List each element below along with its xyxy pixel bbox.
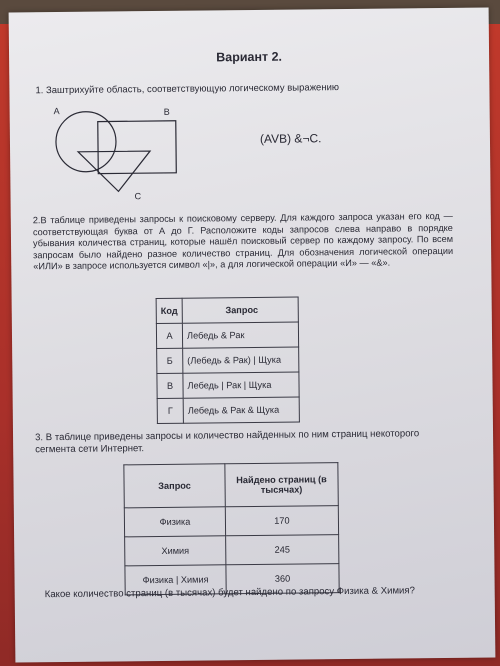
venn-diagram [38, 103, 189, 205]
header-code: Код [156, 298, 182, 323]
row-code: Г [157, 398, 183, 423]
table-header-row [124, 463, 338, 508]
circle-a [56, 111, 117, 172]
row-query: Лебедь & Рак [182, 322, 298, 348]
worksheet-page [9, 8, 496, 663]
table-row [157, 372, 299, 398]
final-question: Какое количество страниц (в тысячах) будет найдено по запросу Физика & Химия? [44, 585, 415, 601]
table-row [157, 397, 299, 423]
row-code: В [157, 373, 183, 398]
variant-title: Вариант 2. [216, 49, 283, 65]
row-query: Лебедь | Рак | Щука [183, 372, 299, 398]
task1-text: 1. Заштрихуйте область, соответствующую логическому выражению [35, 82, 340, 97]
table-row [125, 535, 339, 566]
task2-text: 2.В таблице приведены запросы к поисковому серверу. Для каждого запроса указан его код — соответствующая буква от А до Г. Расположите коды запросов слева направо в порядке убывания количества страниц, которые нашёл поисковый сервер по каждому запросу. По всем запросам было найдено разное количество страниц. Для обозначения логической операции «ИЛИ» в запросе используется символ «|», а для логической операции «И» — «&». [32, 210, 454, 272]
row-query: (Лебедь & Рак) | Щука [183, 347, 299, 373]
label-b: B [163, 106, 170, 117]
row-count: 245 [226, 535, 339, 565]
row-query: Лебедь & Рак & Щука [183, 397, 299, 423]
logic-expression: (AVB) &¬C. [259, 131, 322, 146]
label-c: C [134, 191, 142, 202]
header-query: Запрос [124, 464, 225, 508]
header-pages-found: Найдено страниц (в тысячах) [225, 463, 338, 507]
table-row [157, 347, 299, 373]
table-row [156, 322, 298, 348]
row-query: Физика [124, 507, 225, 537]
row-code: Б [157, 348, 183, 373]
row-query: Физика | Химия [125, 565, 226, 595]
pages-found-table [123, 462, 339, 595]
row-count: 170 [225, 506, 338, 536]
label-a: A [53, 106, 60, 117]
search-queries-table [156, 297, 300, 424]
task3-text: 3. В таблице приведены запросы и количество найденных по ним страниц некоторого сегмента сети Интернет. [35, 428, 420, 455]
row-count: 360 [226, 564, 339, 594]
row-code: А [156, 323, 182, 348]
row-query: Химия [125, 536, 226, 566]
table-header-row [156, 297, 298, 323]
table-row [124, 506, 338, 537]
rectangle-b [98, 121, 177, 174]
header-query: Запрос [182, 297, 298, 323]
